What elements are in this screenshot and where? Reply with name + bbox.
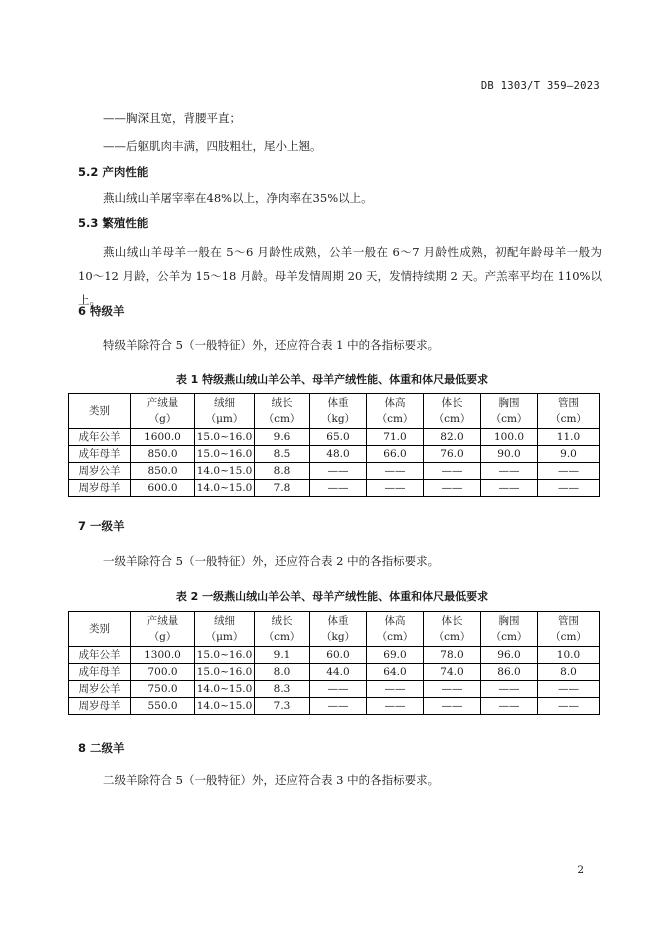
table-cell: 8.3 (255, 681, 310, 698)
bullet-chest: ——胸深且宽，背腰平直； (103, 111, 241, 125)
column-unit: （kg） (320, 413, 356, 425)
column-header (131, 394, 195, 429)
column-name: 体重 (327, 397, 349, 409)
column-name: 类别 (89, 623, 110, 635)
column-unit: （cm） (376, 631, 414, 643)
section-5-3-heading: 5.3 繁殖性能 (78, 216, 149, 230)
column-name: 类别 (89, 405, 110, 417)
column-name: 绒长 (271, 397, 293, 409)
table-row (69, 698, 600, 715)
column-header (424, 394, 481, 429)
section-6-heading: 6 特级羊 (78, 304, 125, 318)
table-cell: 48.0 (310, 446, 367, 463)
section-6-text: 特级羊除符合 5（一般特征）外，还应符合表 1 中的各指标要求。 (103, 338, 440, 352)
table-cell: 成年母羊 (69, 446, 131, 463)
column-name: 体重 (327, 615, 349, 627)
column-header (255, 394, 310, 429)
column-unit: （μm） (205, 631, 244, 643)
column-unit: （cm） (550, 631, 587, 643)
table-2-caption: 表 2 一级燕山绒山羊公羊、母羊产绒性能、体重和体尺最低要求 (175, 590, 489, 603)
column-header (195, 394, 255, 429)
column-name: 管围 (558, 397, 579, 409)
section-5-2-text: 燕山绒山羊屠宰率在48%以上，净肉率在35%以上。 (103, 191, 373, 205)
table-cell: 8.0 (538, 664, 600, 681)
table-cell: —— (367, 698, 424, 715)
table-cell: 周岁母羊 (69, 480, 131, 497)
table-cell: —— (538, 698, 600, 715)
table-cell: —— (367, 480, 424, 497)
column-header (131, 612, 195, 647)
table-cell: 7.3 (255, 698, 310, 715)
table-cell: 74.0 (424, 664, 481, 681)
table-cell: —— (367, 681, 424, 698)
table-cell: 11.0 (538, 429, 600, 446)
table-cell: 550.0 (131, 698, 195, 715)
table-cell: —— (481, 480, 538, 497)
table-cell: 9.6 (255, 429, 310, 446)
table-cell: 14.0~15.0 (195, 463, 255, 480)
column-header (255, 612, 310, 647)
table-cell: 44.0 (310, 664, 367, 681)
column-name: 体长 (441, 615, 463, 627)
table-cell: 8.0 (255, 664, 310, 681)
column-unit: （cm） (263, 631, 301, 643)
column-name: 绒细 (214, 397, 235, 409)
table-cell: —— (424, 681, 481, 698)
table-cell: —— (424, 463, 481, 480)
column-header (424, 612, 481, 647)
column-unit: （cm） (263, 413, 301, 425)
column-header (481, 612, 538, 647)
column-name: 绒长 (271, 615, 293, 627)
table-cell: 15.0~16.0 (195, 647, 255, 664)
table-cell: 9.0 (538, 446, 600, 463)
table-header-row (69, 394, 600, 429)
table-row (69, 480, 600, 497)
table-cell: 850.0 (131, 463, 195, 480)
section-8-text: 二级羊除符合 5（一般特征）外，还应符合表 3 中的各指标要求。 (103, 773, 440, 787)
table-cell: —— (538, 463, 600, 480)
column-header (538, 394, 600, 429)
table-cell: 7.8 (255, 480, 310, 497)
table-cell: 15.0~16.0 (195, 429, 255, 446)
section-7-heading: 7 一级羊 (78, 519, 125, 533)
table-1 (68, 393, 600, 497)
table-cell: 8.5 (255, 446, 310, 463)
table-1-caption: 表 1 特级燕山绒山羊公羊、母羊产绒性能、体重和体尺最低要求 (175, 373, 489, 386)
table-cell: 82.0 (424, 429, 481, 446)
column-header (367, 612, 424, 647)
table-header-row (69, 612, 600, 647)
table-cell: —— (424, 480, 481, 497)
table-cell: 750.0 (131, 681, 195, 698)
column-header (310, 612, 367, 647)
table-cell: 96.0 (481, 647, 538, 664)
section-5-2-heading: 5.2 产肉性能 (78, 165, 149, 179)
table-cell: —— (481, 698, 538, 715)
table-cell: 成年公羊 (69, 647, 131, 664)
table-cell: 71.0 (367, 429, 424, 446)
bullet-hindquarters: ——后躯肌肉丰满，四肢粗壮，尾小上翘。 (103, 139, 322, 153)
table-cell: —— (481, 463, 538, 480)
table-row (69, 681, 600, 698)
column-unit: （cm） (376, 413, 414, 425)
column-name: 体长 (441, 397, 463, 409)
table-cell: 64.0 (367, 664, 424, 681)
table-row (69, 664, 600, 681)
table-cell: 850.0 (131, 446, 195, 463)
table-cell: 8.8 (255, 463, 310, 480)
table-cell: —— (481, 681, 538, 698)
table-cell: 15.0~16.0 (195, 664, 255, 681)
table-row (69, 446, 600, 463)
table-cell: 9.1 (255, 647, 310, 664)
column-unit: （kg） (320, 631, 356, 643)
table-cell: —— (310, 698, 367, 715)
table-cell: 86.0 (481, 664, 538, 681)
table-cell: —— (310, 480, 367, 497)
document-code: DB 1303/T 359—2023 (480, 80, 600, 92)
column-header (367, 394, 424, 429)
section-8-heading: 8 二级羊 (78, 741, 125, 755)
column-unit: （cm） (490, 413, 528, 425)
section-5-3-text: 燕山绒山羊母羊一般在 5～6 月龄性成熟，公羊一般在 6～7 月龄性成熟，初配年龄母羊一般为 10～12 月龄，公羊为 15～18 月龄。母羊发情周期 20 天，发情持续期 2 天。产羔率平均在 110%以上。 (78, 245, 602, 307)
table-cell: 100.0 (481, 429, 538, 446)
column-name: 胸围 (498, 615, 520, 627)
table-cell: 10.0 (538, 647, 600, 664)
table-cell: —— (367, 463, 424, 480)
table-cell: 成年公羊 (69, 429, 131, 446)
column-header (69, 394, 131, 429)
section-7-text: 一级羊除符合 5（一般特征）外，还应符合表 2 中的各指标要求。 (103, 554, 440, 568)
column-header (69, 612, 131, 647)
table-cell: —— (538, 681, 600, 698)
table-cell: —— (310, 681, 367, 698)
table-cell: 69.0 (367, 647, 424, 664)
table-cell: 78.0 (424, 647, 481, 664)
column-name: 胸围 (498, 397, 520, 409)
column-unit: （g） (148, 631, 177, 643)
table-cell: 周岁公羊 (69, 681, 131, 698)
table-cell: 90.0 (481, 446, 538, 463)
column-unit: （cm） (550, 413, 587, 425)
column-name: 体高 (384, 615, 406, 627)
table-cell: 66.0 (367, 446, 424, 463)
table-cell: 1600.0 (131, 429, 195, 446)
table-cell: 15.0~16.0 (195, 446, 255, 463)
column-name: 产绒量 (146, 397, 179, 409)
table-2 (68, 611, 600, 715)
column-unit: （cm） (490, 631, 528, 643)
page-number: 2 (577, 864, 584, 876)
table-cell: 65.0 (310, 429, 367, 446)
table-cell: 14.0~15.0 (195, 681, 255, 698)
column-header (195, 612, 255, 647)
column-unit: （μm） (205, 413, 244, 425)
column-name: 管围 (558, 615, 579, 627)
table-cell: 14.0~15.0 (195, 698, 255, 715)
table-cell: 1300.0 (131, 647, 195, 664)
column-name: 体高 (384, 397, 406, 409)
table-cell: 周岁母羊 (69, 698, 131, 715)
column-header (310, 394, 367, 429)
table-cell: —— (310, 463, 367, 480)
table-row (69, 647, 600, 664)
table-cell: 成年母羊 (69, 664, 131, 681)
column-name: 绒细 (214, 615, 235, 627)
table-row (69, 463, 600, 480)
table-cell: 60.0 (310, 647, 367, 664)
table-row (69, 429, 600, 446)
table-cell: 周岁公羊 (69, 463, 131, 480)
table-cell: 76.0 (424, 446, 481, 463)
table-cell: 700.0 (131, 664, 195, 681)
column-unit: （g） (148, 413, 177, 425)
column-name: 产绒量 (146, 615, 179, 627)
table-cell: 14.0~15.0 (195, 480, 255, 497)
table-cell: —— (538, 480, 600, 497)
column-unit: （cm） (433, 413, 471, 425)
table-cell: —— (424, 698, 481, 715)
column-header (538, 612, 600, 647)
table-cell: 600.0 (131, 480, 195, 497)
column-unit: （cm） (433, 631, 471, 643)
column-header (481, 394, 538, 429)
